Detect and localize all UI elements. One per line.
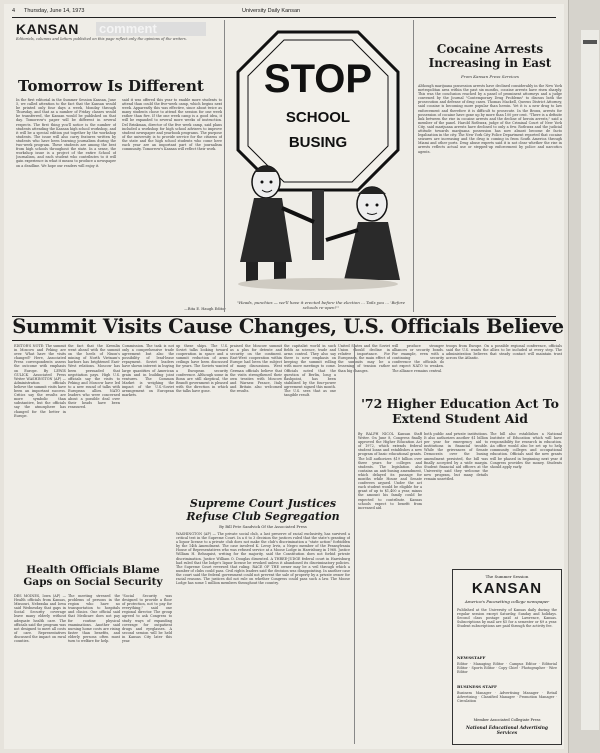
health-body-col-3: "Social Security was designed to provide a floor of protection, not to pay for everything," said one regional director. The group agreed to ask Congress to study ways of expanding coverage for outpatient drugs and eyeglasses. A second session will be held in Kansas City later this year. [122, 594, 172, 644]
masthead-section: comment [96, 22, 206, 36]
staff-box-masthead: KANSAN [471, 580, 543, 597]
summit-body-col-3: Commission. The task is not only a comprehensive trade agreement but also the possibility of lend-lease repayment. Soviet leaders have shown interest in buying large quantities of American grain and in building joint ventures. The Common Market is weighing the impact of the U.S.-Soviet arrangement on European markets. [122, 344, 174, 398]
education-headline: '72 Higher Education Act To Extend Student Aid [361, 396, 559, 426]
editorial-body-col-2: said it was offered this year to enable more students to attend than could the five-week camp, which begins next week. Apparently this was effective, since about twice as many students chose to attend the session for one week rather than five. If the one week camp is a good idea, it will be expanded to several more weeks of instruction. Del Brinkman, director of the five week camp, said plans included a workshop for high school advisers to improve student newspaper and yearbook programs. The purpose of the university is to provide service for the citizens of the state and the high school students who come here each year are an important part of the journalism community. Tomorrow's Kansan will reflect their work. [122, 98, 222, 152]
summit-body-col-9: troops from Europe. On a possible regional conference, officials said the U.S. wants the allies to be included at every step. The administration believes that steady contact will maintain trust across the Atlantic. [446, 344, 562, 361]
member-line: Member Associated Collegiate Press [473, 718, 541, 722]
cocaine-source: From Kansan Press Services [461, 74, 519, 79]
column-rule [224, 20, 225, 312]
masthead-subtitle: Editorials, columns and letters published on this page reflect only the opinions of the writers. [16, 37, 187, 41]
section-rule [12, 340, 556, 341]
summit-body-col-4: up these ships. The U.S. Soviet talks looking toward cooperation in space and a summit reduction of arms ceilings have been discussed for years. The Soviets wanted a European security conference. Although some in Bonn are still skeptical, the Brandt government is pleased with the direction in which the talks have gone. [176, 344, 228, 394]
busing-cartoon [226, 22, 410, 298]
court-headline: Supreme Court Justices Refuse Club Segregation [186, 497, 340, 523]
cocaine-headline: Cocaine Arrests Increasing in East [428, 42, 552, 70]
cartoon-caption: "Heads, punchies — we'll have it erected before the election ... Tails you ... 'Before schools re-open!'" [237, 300, 405, 310]
advertiser-line: National Educational Advertising Services [466, 726, 548, 736]
column-rule [354, 344, 355, 744]
newsstaff-list: Editor · Managing Editor · Campus Editor · Editorial Editor · Sports Editor · Copy Chief · Photographer · Wire Editor [457, 662, 557, 675]
column-rule [413, 20, 414, 312]
kansan-staff-box [452, 569, 562, 745]
summit-body-col-8: will produce stronger alliances or security bonds. For example, even with a continuing security conference the officials do not expect NATO to weaken. The alliance remains central. [392, 344, 444, 373]
cocaine-body: Although marijuana possession arrests have declined considerably in the New York metropolitan area within the past six months, cocaine arrests have risen sharply. This was the conclusion reached by a panel of prominent attorneys and a judge convened by the Journal "Contemporary Drug Problems" to discuss both the prosecution and defense of drug cases. Thomas Mackell, Queens District Attorney, said cocaine is becoming more popular than heroin. Yet it is a new drug to law enforcement and therefore it is difficult to prosecute. In the Bronx, arrests for possession of cocaine have gone up by more than 100 per cent. "There is a definite link between the rise in cocaine arrests and the decline of heroin arrests," said a member of the panel. Harold Rothwax, judge of the Criminal Court of New York City, said marijuana arrests have declined to only a few. Rothwax and the judicial attitude towards marijuana possession has now almost become de facto legalization in the city. The New York City Police Department reported that cocaine seizures are increasing and the drug is coming in from South America through Miami and other ports. Drug abuse experts said it is not clear whether the rise in arrests reflects actual use or stepped-up enforcement by police and narcotics agents. [418, 84, 562, 154]
education-body-col-3: The bill also establishes a National Institute of Education which will have responsibility for research in education. An office would also be set up to help community colleges and occupational education. Officials said the new grants will be phased in beginning next year if Congress provides the money. Students should apply early. [490, 432, 562, 469]
summit-body-col-7: United States and the Soviet Union should decline in relative importance. For Europeans, the main effect of the summits may be a lessening of tension rather than big changes. [338, 344, 390, 373]
business-staff-label: BUSINESS STAFF [457, 684, 497, 689]
newsstaff-label: NEWSSTAFF [457, 655, 486, 660]
summit-body-col-6: the capitalist world in such fields as science, trade and arms control. They also say there is new emphasis on keeping the summit rolling with more meetings to come. Officials noted that the question of Berlin, long a flashpoint, has been stabilized by the four-power agreement signed this month. The U.S. sees that as one tangible result. [284, 344, 336, 398]
health-body-col-2: The meeting stressed the problems of persons in the region who have no transportation to hospitals and clinics. One official said that Medicare does not pay for routine physical examinations. Another said nursing home costs are rising faster than benefits, and elderly persons often must turn to welfare for help. [68, 594, 120, 644]
summit-body-col-2: the fact that the Kremlin went ahead with the summit on the heels of Nixon's mining of North Vietnam's harbors has brightened East-West relations. Moscow has been persuaded that negotiation pays. High U.S. officials say the visits to Peking and Moscow have led to a new round of talks with European allies. NATO leaders who were concerned about a possible deal over their heads have been reassured. [68, 344, 120, 410]
education-body-col-1: By RALPH NICOL Kansan Staff Writer. On June 8, Congress finally approved the Higher Education Act of 1972, which extends federal student loans and establishes a new program of basic educational grants. The bill authorizes $19 billion over three years for colleges and students. The legislation also contains an anti-busing amendment, which delayed its passage for months while House and Senate conferees argued. Under the act each student would be eligible for a grant of up to $1,400 a year, minus the amount his family could be expected to contribute. Kansas schools expect to benefit from increased aid. [358, 432, 422, 510]
paper-name: University Daily Kansan [242, 8, 301, 14]
svg-text:SCHOOL: SCHOOL [285, 109, 351, 126]
editorial-headline: Tomorrow Is Different [18, 77, 204, 95]
education-body-col-2: both public and private institutions. It also authorizes another $1 billion per year for emergency aid to institutions in financial trouble. While the grievances of Senate Democrats over the busing amendment persisted, the bill was finally accepted by a wide margin. Student financial aid officers at the University said they welcome the new program, but many details remain unsettled. [424, 432, 488, 482]
business-staff-list: Business Manager · Advertising Manager · Retail Advertising · Classified Manager · Promotion Manager · Circulation [457, 691, 557, 704]
health-headline: Health Officials Blame Gaps on Social Security [23, 564, 163, 588]
adjacent-page-edge [568, 0, 600, 753]
staff-box-info: Published at the University of Kansas daily during the regular session except Saturday, Sunday and holidays. Second class postage paid at Lawrence, Kansas. Subscriptions by mail are $5 for a semester or $9 a year. Student subscriptions are paid through the activity fee. [457, 608, 557, 629]
issue-date: Thursday, June 14, 1973 [24, 8, 85, 14]
page-number: 4 [12, 8, 16, 14]
svg-text:BUSING: BUSING [288, 134, 348, 151]
editorial-signoff: —Rita E. Haugh Editor [184, 307, 226, 311]
summit-body-col-1: EDITOR'S NOTE: The summit in Moscow and Peking are over. What have the visits changed? Here, Associated Press correspondents assess the outcome with emphasis on Europe. By LEWIS GULICK Associated Press Writer WASHINGTON (AP) — Administration officials believe the summit visits have been an important success. Critics say the results are more symbolic than substantive, but the officials say the atmosphere has changed for the better in Europe. [14, 344, 66, 418]
adjacent-page-strip [581, 30, 599, 730]
health-body-col-1: DES MOINES, Iowa (AP) — Health officials from Kansas, Missouri, Nebraska and Iowa said Wednesday that gaps in Social Security coverage leave many elderly without adequate health care. The officials said the program was not designed to meet all costs of care. Representatives discussed the impact on rural counties. [14, 594, 66, 644]
staff-box-edition: The Summer Session [485, 574, 529, 579]
court-source: By Bill Pete Sandvick Of the Associated Press [219, 524, 307, 529]
newspaper-page [4, 4, 564, 749]
summit-body-col-5: praised the Moscow summit as a plus for detente and security on the continent. East-West cooperation within Europe had been the subject of many discussions. West German officials believe that the visits strengthened their own treaties with Moscow and Warsaw. France, Italy and Britain also welcomed the results. [230, 344, 282, 394]
svg-text:STOP: STOP [263, 57, 373, 101]
masthead-name: KANSAN [16, 21, 79, 37]
summit-headline: Summit Visits Cause Changes, U.S. Officials Believe [12, 315, 564, 338]
adjacent-page-mark [583, 40, 597, 44]
top-rule [12, 17, 556, 18]
editorial-body-col-1: In the first editorial in the Summer Session Kansan, June 5, we called attention to the fact that the Kansan would be printed only four days a week, Monday through Thursday, and that as a number of Friday classes would be transferred, the Kansan would be published on that day. Tomorrow's paper will be different in several respects. The first thing you'll notice is the number of students attending the Kansan high school workshop, and it will be a special edition put together by the workshop students. The issue will also carry features written by students who have been learning journalism during the two-week program. These students are among the best from high schools throughout the state. In a sense, the workshop issue is a project of the entire School of Journalism, and each student who contributes to it will gain experience in what it means to produce a newspaper on a deadline. We hope our readers will enjoy it. [16, 98, 116, 168]
court-body: WASHINGTON (AP) — The private social club, a last preserve of racial exclusivity, has survived a critical test in the Supreme Court. In a 6 to 3 decision the justices ruled that the state's granting of a liquor license to a private club does not make the club's discrimination a "state action" forbidden by the 14th Amendment. The case involved K. Leroy Irvis, a Negro member of the Pennsylvania House of Representatives who was refused service at a Moose Lodge in Harrisburg in 1968. Justice William H. Rehnquist, writing for the majority, said the Constitution does not forbid private discrimination. Justice William O. Douglas dissented. A THREE-JUDGE federal court in Harrisburg had ruled that the lodge's liquor license be revoked unless it abandoned its discriminatory policies. The Supreme Court reversed that ruling. RACE OF THE owner may be a veil through which a number of clubs could pass. Civil rights leaders said the decision was disappointing. In another case the court said the federal government could not prevent the sale of property by a private owner for racial reasons. The justices did not rule on whether Congress could pass such a law. The Moose Lodge has some 1 million members throughout the country. [176, 532, 350, 586]
staff-box-tagline: America's Pacesetting college newspaper [464, 599, 550, 604]
